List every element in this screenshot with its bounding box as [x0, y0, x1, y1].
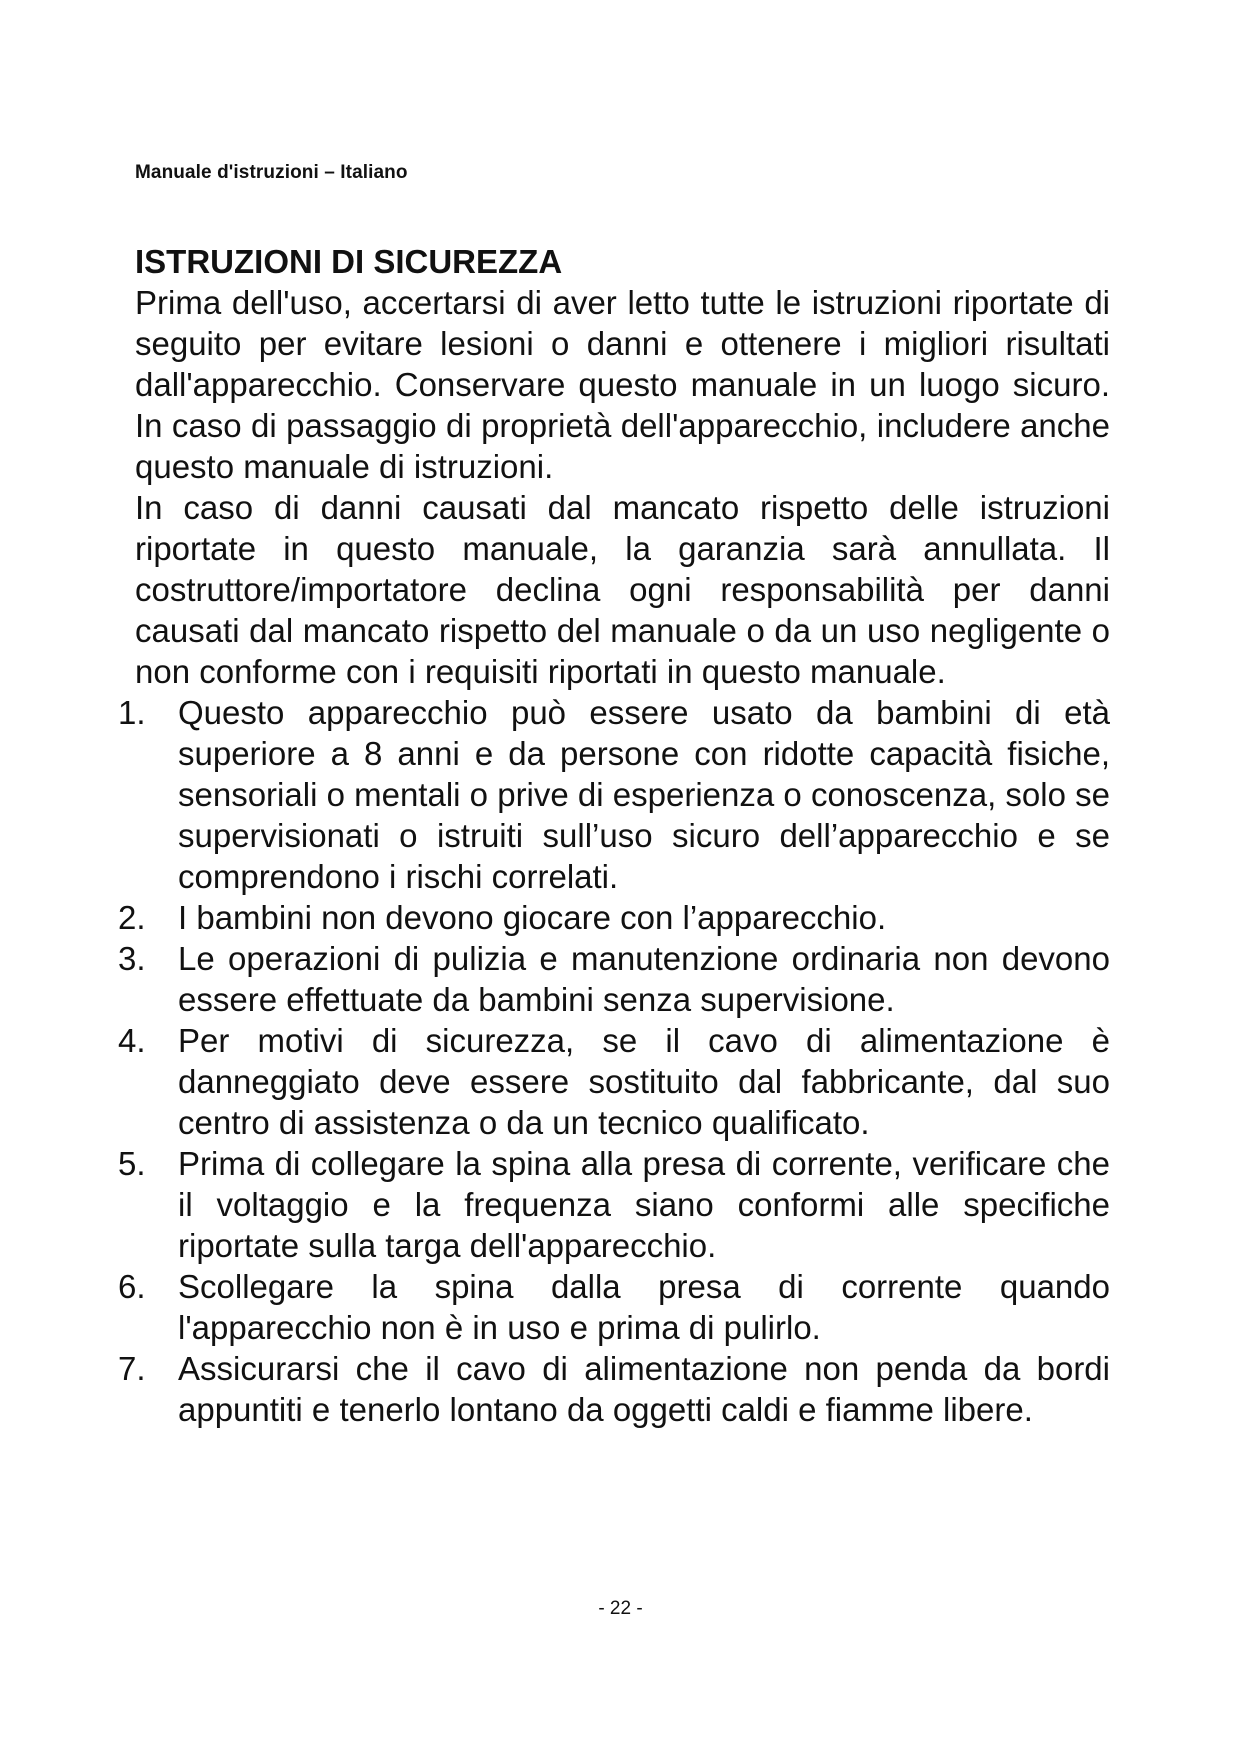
list-item-number: 7.	[118, 1350, 146, 1387]
list-item-text: Scollegare la spina dalla presa di corrente quando l'apparecchio non è in uso e prima di pulirlo.	[178, 1268, 1110, 1346]
page-number: - 22 -	[598, 1598, 643, 1619]
list-item-text: Assicurarsi che il cavo di alimentazione non penda da bordi appuntiti e tenerlo lontano da oggetti caldi e fiamme libere.	[178, 1350, 1110, 1428]
list-item-number: 5.	[118, 1145, 146, 1182]
list-item	[118, 1020, 1110, 1143]
list-item-text: Le operazioni di pulizia e manutenzione ordinaria non devono essere effettuate da bambini senza supervisione.	[178, 940, 1110, 1018]
safety-section	[118, 242, 1110, 1430]
section-heading: ISTRUZIONI DI SICUREZZA	[135, 243, 563, 280]
intro-paragraph: Prima dell'uso, accertarsi di aver letto tutte le istruzioni riportate di seguito per evitare lesioni o danni e ottenere i migliori risultati dall'apparecchio. Conservare questo manuale in un luogo sicuro. In caso di passaggio di proprietà dell'apparecchio, includere anche questo manuale di istruzioni.	[135, 284, 1110, 485]
list-item	[118, 938, 1110, 1020]
document-header: Manuale d'istruzioni – Italiano	[135, 162, 408, 183]
list-item	[118, 897, 1110, 938]
list-item	[118, 1348, 1110, 1430]
list-item-number: 4.	[118, 1022, 146, 1059]
list-item-text: Per motivi di sicurezza, se il cavo di alimentazione è danneggiato deve essere sostituito dal fabbricante, dal suo centro di assistenza o da un tecnico qualificato.	[178, 1022, 1110, 1141]
list-item-text: I bambini non devono giocare con l’apparecchio.	[178, 899, 887, 936]
safety-instructions-list	[118, 692, 1110, 1430]
list-item-number: 3.	[118, 940, 146, 977]
list-item-text: Questo apparecchio può essere usato da bambini di età superiore a 8 anni e da persone con ridotte capacità fisiche, sensoriali o mentali o prive di esperienza o conoscenza, solo se supervisionati o istruiti sull’uso sicuro dell’apparecchio e se comprendono i rischi correlati.	[178, 694, 1110, 895]
list-item-number: 6.	[118, 1268, 146, 1305]
list-item	[118, 1266, 1110, 1348]
list-item-text: Prima di collegare la spina alla presa di corrente, verificare che il voltaggio e la frequenza siano conformi alle specifiche riportate sulla targa dell'apparecchio.	[178, 1145, 1110, 1264]
warranty-paragraph: In caso di danni causati dal mancato rispetto delle istruzioni riportate in questo manuale, la garanzia sarà annullata. Il costruttore/importatore declina ogni responsabilità per danni causati dal mancato rispetto del manuale o da un uso negligente o non conforme con i requisiti riportati in questo manuale.	[135, 489, 1110, 690]
list-item	[118, 1143, 1110, 1266]
list-item	[118, 692, 1110, 897]
list-item-number: 1.	[118, 694, 146, 731]
list-item-number: 2.	[118, 899, 146, 936]
